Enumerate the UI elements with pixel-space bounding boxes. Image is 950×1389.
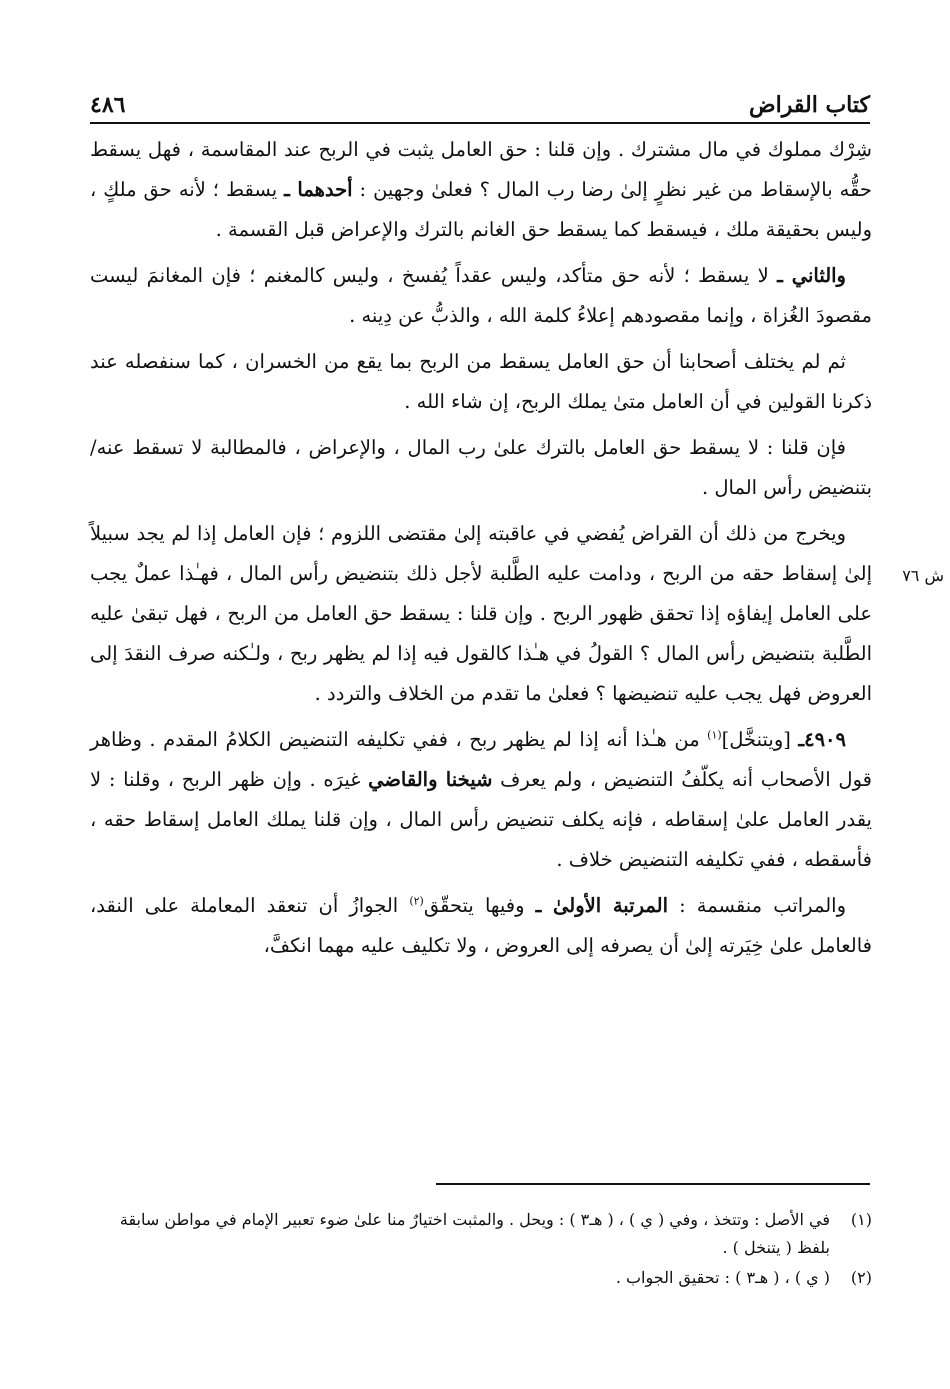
bold-phrase: والثاني ـ [777,264,846,287]
paragraph [90,342,872,422]
paragraph [90,256,872,336]
footnote-text: ( ي ) ، ( هـ٣ ) : تحقيق الجواب . [615,1268,830,1287]
footnote-item [90,1264,872,1292]
text-run: ويخرج من ذلك أن القراض يُفضي في عاقبته إلىٰ مقتضى اللزوم ؛ فإن العامل إذا لم يجد سبيلاً إلىٰ إسقاط حقه من الربح ، ودامت عليه الطَّلبة لأجل ذلك بتنضيض رأس المال ، فهـٰذا عملٌ يجب على العامل إيفاؤه إذا تحقق ظهور الربح . وإن قلنا : يسقط حق العامل من الربح ، فهل تبقىٰ عليه الطَّلبة بتنضيض رأس المال ؟ القولُ في هـٰذا كالقول فيه إذا لم يظهر ربح ، ولـٰكنه صرف النقدَ إلى العروض فهل يجب عليه تنضيضها ؟ فعلىٰ ما تقدم من الخلاف والتردد . [90,522,872,705]
footnote-item [90,1206,872,1262]
text-run: غيرَه . وإن ظهر الربح ، وقلنا : لا يقدر العامل علىٰ إسقاطه ، فإنه يكلف تنضيض رأس المال ، وإن قلنا يملك العامل إسقاط حقه ، فأسقطه ، ففي تكليفه التنضيض خلاف . [90,768,872,871]
paragraph [90,130,872,250]
main-text [90,130,872,972]
text-run: والمراتب منقسمة : [668,894,846,917]
text-run: ثم لم يختلف أصحابنا أن حق العامل يسقط من الربح بما يقع من الخسران ، كما سنفصله عند ذكرنا القولين في أن العامل متىٰ يملك الربح، إن شاء الله . [90,350,872,413]
page-number: ٤٨٦ [90,92,126,118]
bold-phrase: ٤٩٠٩ـ [798,728,846,751]
bold-phrase: المرتبة الأولىٰ ـ [535,894,669,917]
text-run: وفيها يتحقّق [423,894,536,917]
bold-phrase: شيخنا والقاضي [368,768,493,791]
paragraph [90,428,872,508]
running-header [90,86,870,124]
paragraph [90,514,872,714]
text-run: يسقط ؛ لأنه حق ملكٍ ، وليس بحقيقة ملك ، فيسقط كما يسقط حق الغانم بالترك والإعراض قبل القسمة . [90,178,872,241]
text-run: [ويتنخَّل] [721,728,799,751]
footnote-marker: (٢) [409,894,424,908]
text-run: شِرْك مملوك في مال مشترك . وإن قلنا : حق العامل يثبت في الربح عند المقاسمة ، فهل يسقط حقُّه بالإسقاط من غير نظرٍ إلىٰ رضا رب المال ؟ فعلىٰ وجهين : [90,138,872,201]
footnote-divider [436,1183,870,1185]
book-title: كتاب القراض [749,92,870,118]
paragraph [90,720,872,880]
footnotes [90,1206,872,1294]
footnote-text: في الأصل : وتتخذ ، وفي ( ي ) ، ( هـ٣ ) : ويحل . والمثبت اختيارٌ منا علىٰ ضوء تعبير الإمام في مواطن سابقة بلفظ ( يتنخل ) . [119,1210,830,1257]
marginal-note: ش ٧٦ [902,566,944,585]
footnote-marker: (١) [707,728,722,742]
footnote-number: (٢) [850,1268,872,1287]
footnote-number: (١) [850,1210,872,1229]
text-run: فإن قلنا : لا يسقط حق العامل بالترك علىٰ رب المال ، والإعراض ، فالمطالبة لا تسقط عنه/ بتنضيض رأس المال . [90,436,872,499]
text-run: لا يسقط ؛ لأنه حق متأكد، وليس عقداً يُفسخ ، وليس كالمغنم ؛ فإن المغانمَ ليست مقصودَ الغُزاة ، وإنما مقصودهم إعلاءُ كلمة الله ، والذبُّ عن دِينه . [90,264,872,327]
text-run: الجوازُ أن تنعقد المعاملة على النقد، فالعامل علىٰ خِيَرته إلىٰ أن يصرفه إلى العروض ، ولا تكليف عليه مهما انكفَّ، [90,894,872,957]
text-run: من هـٰذا أنه إذا لم يظهر ربح ، ففي تكليفه التنضيض الكلامُ المقدم . وظاهر قول الأصحاب أنه يكلّفُ التنضيض ، ولم يعرف [90,728,872,791]
paragraph [90,886,872,966]
bold-phrase: أحدهما ـ [284,178,353,201]
